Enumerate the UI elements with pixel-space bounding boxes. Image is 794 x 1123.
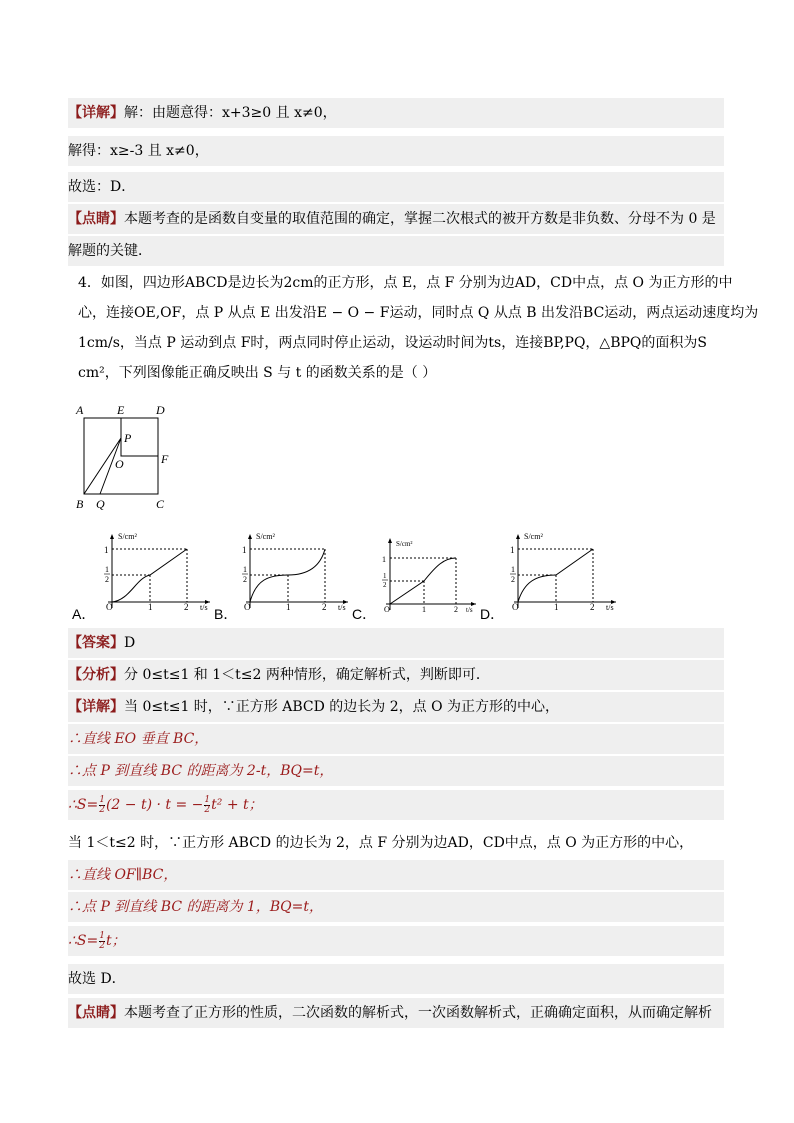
xlabel-a: t/s xyxy=(200,603,208,612)
label-c: C xyxy=(156,497,165,511)
fraction-den-1: 2 xyxy=(99,804,105,815)
formula-fraction-2 xyxy=(204,796,210,815)
xlabel-d: t/s xyxy=(606,603,614,612)
formula-prefix: ∴S= xyxy=(68,797,99,813)
detail-line-2 xyxy=(68,136,724,166)
solution-text-9: 故选 D． xyxy=(68,971,126,987)
question-line-2: 心，连接OE,OF，点 P 从点 E 出发沿E − O − F运动，同时点 Q 从点 B 出发沿BC运动，两点运动速度均为 xyxy=(78,305,759,321)
half-den-b: 2 xyxy=(243,575,247,584)
formula2-prefix: ∴S= xyxy=(68,933,99,949)
detail-text-3: 故选：D． xyxy=(68,179,136,195)
xtick-1-b: 1 xyxy=(286,602,291,612)
analysis-line xyxy=(68,660,724,690)
solution-line-6 xyxy=(68,860,724,890)
half-num-d: 1 xyxy=(511,565,515,574)
xtick-2-a: 2 xyxy=(184,602,189,612)
label-f: F xyxy=(161,452,169,466)
tick-1-b: 1 xyxy=(242,545,247,555)
question-4 xyxy=(78,268,759,388)
ylabel-b: S/cm² xyxy=(256,532,275,541)
formula2-end: t； xyxy=(105,933,126,949)
ylabel-c: S/cm² xyxy=(396,540,413,548)
solution-line-3 xyxy=(68,756,724,786)
xtick-2-c: 2 xyxy=(454,605,458,614)
graph-c xyxy=(376,534,480,614)
tick-1-a: 1 xyxy=(104,545,109,555)
xtick-2-d: 2 xyxy=(590,602,595,612)
option-c-label[interactable]: C． xyxy=(352,606,377,622)
detail-text-2: 解得：x≥-3 且 x≠0， xyxy=(68,143,209,159)
comment2-line xyxy=(68,998,724,1028)
fraction2-num: 1 xyxy=(99,930,105,941)
answer-line xyxy=(68,628,724,658)
comment-line-2 xyxy=(68,236,724,266)
fraction2-den: 2 xyxy=(99,940,105,951)
solution-line-8 xyxy=(68,926,724,956)
origin-a: O xyxy=(106,602,113,612)
formula-fraction-1 xyxy=(99,796,105,815)
detail-line-1 xyxy=(68,98,724,128)
xlabel-b: t/s xyxy=(338,603,346,612)
question-line-3: 1cm/s，当点 P 运动到点 F时，两点同时停止运动，设运动时间为ts，连接BP,PQ，△BPQ的面积为S xyxy=(78,335,707,351)
half-num-c: 1 xyxy=(383,572,387,580)
formula-end: t² + t； xyxy=(211,797,263,813)
half-den-a: 2 xyxy=(105,575,109,584)
comment2-text: 本题考查了正方形的性质，二次函数的解析式，一次函数解析式，正确确定面积，从而确定解析 xyxy=(124,1005,712,1021)
origin-c: O xyxy=(384,605,390,614)
solution-line-5 xyxy=(68,828,724,858)
tag-comment-2: 【点睛】 xyxy=(68,1005,124,1021)
detail-text-1: 解：由题意得：x+3≥0 且 x≠0， xyxy=(124,105,337,121)
xlabel-c: t/s xyxy=(466,606,473,614)
solution-text-5: 当 1＜t≤2 时，∵正方形 ABCD 的边长为 2，点 F 分别为边AD，CD中点，点 O 为正方形的中心， xyxy=(68,835,694,851)
tag-detail: 【详解】 xyxy=(68,105,124,121)
origin-d: O xyxy=(512,602,519,612)
option-b-label[interactable]: B． xyxy=(214,606,238,622)
tag-comment: 【点睛】 xyxy=(68,211,124,227)
solution-line-2 xyxy=(68,724,724,754)
half-den-d: 2 xyxy=(511,575,515,584)
square-figure xyxy=(70,400,190,515)
solution-line-9 xyxy=(68,964,724,994)
question-line-4: cm²，下列图像能正确反映出 S 与 t 的函数关系的是（ ） xyxy=(78,365,437,381)
graph-a xyxy=(98,530,216,612)
label-a: A xyxy=(76,403,84,417)
xtick-1-c: 1 xyxy=(422,605,426,614)
tag-solution: 【详解】 xyxy=(68,699,124,715)
solution-text-7: ∴点 P 到直线 BC 的距离为 1，BQ=t， xyxy=(68,899,323,915)
formula2-fraction xyxy=(99,932,105,951)
solution-line-7 xyxy=(68,892,724,922)
label-p: P xyxy=(124,431,132,445)
solution-text-3: ∴点 P 到直线 BC 的距离为 2-t，BQ=t， xyxy=(68,763,334,779)
option-a-label[interactable]: A． xyxy=(72,606,96,622)
xtick-1-a: 1 xyxy=(148,602,153,612)
solution-line-1 xyxy=(68,692,724,722)
question-line-1: 4．如图，四边形ABCD是边长为2cm的正方形，点 E，点 F 分别为边AD，CD中点，点 O 为正方形的中 xyxy=(78,275,733,291)
label-d: D xyxy=(156,403,165,417)
xtick-2-b: 2 xyxy=(322,602,327,612)
origin-b: O xyxy=(244,602,251,612)
label-b: B xyxy=(76,497,84,511)
detail-line-3 xyxy=(68,172,724,202)
tick-1-d: 1 xyxy=(510,545,515,555)
label-o: O xyxy=(115,457,124,471)
tag-answer: 【答案】 xyxy=(68,635,124,651)
formula-middle: (2 − t) · t = − xyxy=(105,797,204,813)
solution-line-4 xyxy=(68,790,724,820)
fraction-num-1: 1 xyxy=(99,794,105,805)
fraction-num-2: 1 xyxy=(204,794,211,805)
half-num-a: 1 xyxy=(105,565,109,574)
comment-line-1 xyxy=(68,204,724,234)
analysis-text: 分 0≤t≤1 和 1＜t≤2 两种情形，确定解析式，判断即可． xyxy=(124,667,490,683)
tick-1-c: 1 xyxy=(382,555,386,564)
ylabel-a: S/cm² xyxy=(118,532,137,541)
tag-analysis: 【分析】 xyxy=(68,667,124,683)
solution-text-6: ∴直线 OF∥BC， xyxy=(68,867,178,883)
ylabel-d: S/cm² xyxy=(524,532,543,541)
solution-text-2: ∴直线 EO 垂直 BC， xyxy=(68,731,209,747)
comment-text-1: 本题考查的是函数自变量的取值范围的确定，掌握二次根式的被开方数是非负数、分母不为 0 是 xyxy=(124,211,716,227)
half-num-b: 1 xyxy=(243,565,247,574)
label-q: Q xyxy=(96,497,105,511)
option-d-label[interactable]: D． xyxy=(480,606,505,622)
fraction-den-2: 2 xyxy=(204,804,211,815)
solution-text-1: 当 0≤t≤1 时，∵正方形 ABCD 的边长为 2，点 O 为正方形的中心， xyxy=(124,699,560,715)
answer-text: D xyxy=(124,635,136,651)
graph-b xyxy=(236,530,354,612)
label-e: E xyxy=(117,403,125,417)
comment-text-2: 解题的关键． xyxy=(68,243,152,259)
half-den-c: 2 xyxy=(383,581,387,589)
xtick-1-d: 1 xyxy=(554,602,559,612)
graph-d xyxy=(504,530,622,612)
